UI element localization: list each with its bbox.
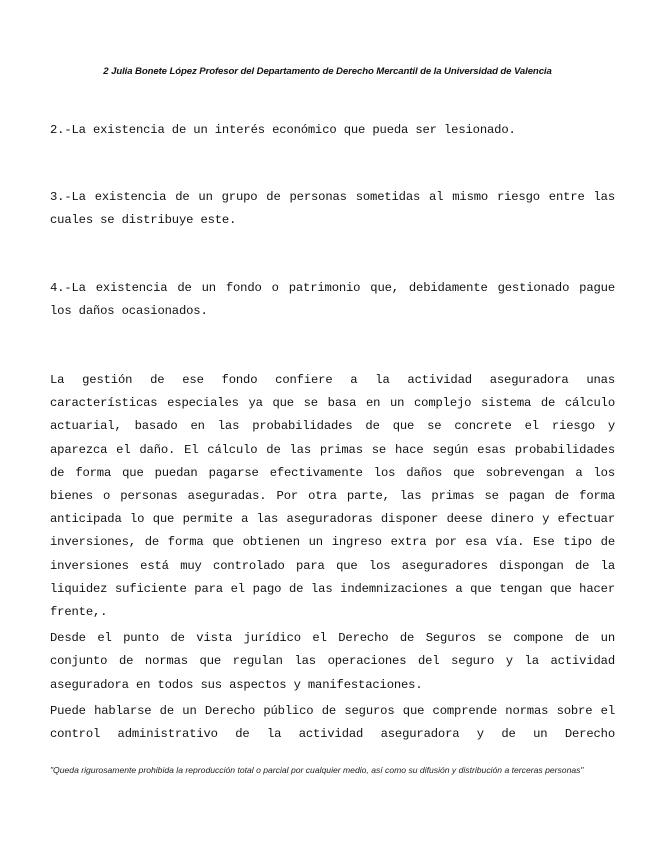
list-item: 3.-La existencia de un grupo de personas sometidas al mismo riesgo entre las cuales se distribuye este.	[50, 190, 615, 228]
page-header	[0, 66, 655, 77]
list-item: 2.-La existencia de un interés económico que pueda ser lesionado.	[50, 123, 516, 137]
copyright-notice: "Queda rigurosamente prohibida la reproducción total o parcial por cualquier medio, así como su difusión y distribución a terceras personas"	[50, 765, 584, 775]
document-body	[50, 119, 615, 746]
list-item: 4.-La existencia de un fondo o patrimonio que, debidamente gestionado pague los daños ocasionados.	[50, 280, 615, 318]
body-paragraph: La gestión de ese fondo confiere a la actividad aseguradora unas características especiales ya que se basa en un complejo sistema de cálculo actuarial, basado en las probabilidades de que se concrete el riesgo y aparezca el daño. El cálculo de las primas se hace según esas probabilidades de forma que puedan pagarse efectivamente los daños que sobrevengan a los bienes o personas aseguradas. Por otra parte, las primas se pagan de forma anticipada lo que permite a las aseguradoras disponer deese dinero y efectuar inversiones, de forma que obtienen un ingreso extra por esa vía. Ese tipo de inversiones está muy controlado para que los aseguradores dispongan de la liquidez suficiente para el pago de las indemnizaciones a que tengan que hacer frente,.	[50, 373, 615, 620]
body-paragraph: Puede hablarse de un Derecho público de seguros que comprende normas sobre el control administrativo de la actividad aseguradora y de un Derecho	[50, 703, 615, 742]
body-paragraph: Desde el punto de vista jurídico el Derecho de Seguros se compone de un conjunto de normas que regulan las operaciones del seguro y la actividad aseguradora en todos sus aspectos y manifestaciones.	[50, 631, 615, 692]
header-author-affiliation: Julia Bonete López Profesor del Departamento de Derecho Mercantil de la Universidad de Valencia	[111, 66, 552, 77]
page-number: 2	[103, 66, 109, 77]
